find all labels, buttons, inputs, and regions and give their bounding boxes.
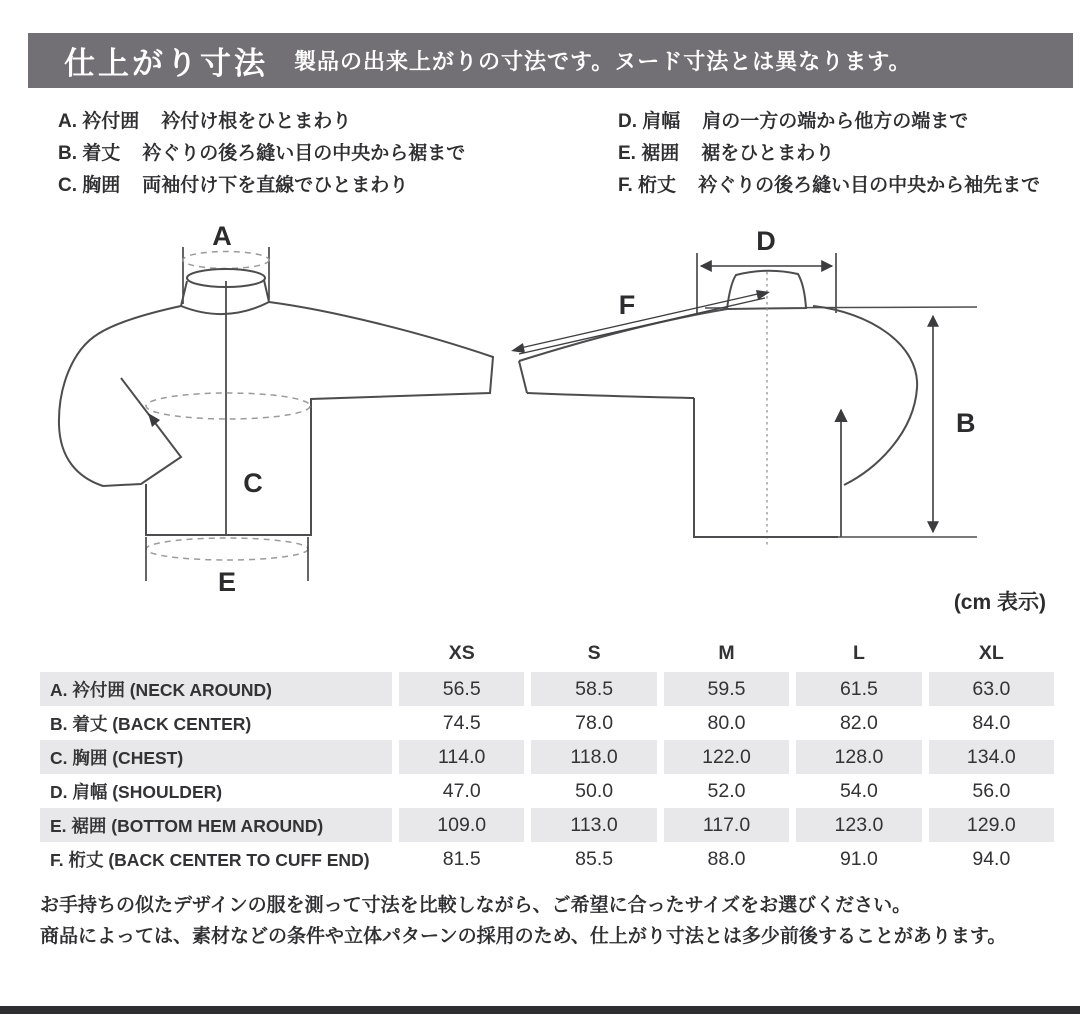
cell-value: 58.5 [531, 672, 656, 706]
row-label: E. 裾囲 (BOTTOM HEM AROUND) [40, 808, 392, 842]
back-garment-outline [511, 253, 977, 548]
cell-value: 63.0 [929, 672, 1054, 706]
table-row [40, 842, 1054, 876]
measurement-legend [58, 103, 1058, 199]
table-row [40, 774, 1054, 808]
cell-value: 113.0 [531, 808, 656, 842]
size-table-header [40, 634, 1054, 672]
cell-value: 74.5 [442, 711, 481, 734]
cell-value: 117.0 [664, 808, 789, 842]
cell-value: 109.0 [399, 808, 524, 842]
column-header: L [852, 641, 865, 664]
column-header: M [718, 641, 735, 664]
cell-value: 128.0 [796, 740, 921, 774]
cell-value: 81.5 [442, 847, 481, 870]
legend-item [618, 103, 1040, 135]
cell-value: 123.0 [796, 808, 921, 842]
unit-note: (cm 表示) [953, 591, 1046, 614]
legend-desc: 肩の一方の端から他方の端まで [702, 110, 969, 132]
cell-value: 134.0 [929, 740, 1054, 774]
column-header: S [587, 641, 601, 664]
front-garment-outline [59, 247, 493, 581]
size-table-body [40, 672, 1054, 876]
label-e-bottom-hem: E [217, 567, 237, 597]
row-label: F. 桁丈 (BACK CENTER TO CUFF END) [50, 849, 370, 870]
legend-item [58, 103, 618, 135]
bottom-border-bar [0, 1006, 1080, 1014]
cell-value: 56.5 [399, 672, 524, 706]
cell-value: 52.0 [707, 779, 746, 802]
column-header: XS [448, 641, 475, 664]
cell-value: 50.0 [575, 779, 614, 802]
cell-value: 80.0 [707, 711, 746, 734]
legend-item [618, 135, 1040, 167]
page-subtitle: 製品の出来上がりの寸法です。ヌード寸法とは異なります。 [294, 49, 912, 74]
table-row [40, 740, 1054, 774]
cell-value: 88.0 [707, 847, 746, 870]
legend-term: F. 桁丈 [618, 174, 677, 196]
cell-value: 59.5 [664, 672, 789, 706]
legend-term: A. 衿付囲 [58, 110, 140, 132]
cell-value: 82.0 [839, 711, 878, 734]
cell-value: 47.0 [442, 779, 481, 802]
page-title: 仕上がり寸法 [64, 46, 268, 81]
garment-diagram [0, 220, 1080, 610]
table-row [40, 808, 1054, 842]
table-row [40, 672, 1054, 706]
legend-desc: 両袖付け下を直線でひとまわり [142, 174, 409, 196]
cell-value: 114.0 [399, 740, 524, 774]
cell-value: 54.0 [839, 779, 878, 802]
legend-desc: 衿ぐりの後ろ縫い目の中央から袖先まで [698, 174, 1041, 196]
legend-term: E. 裾囲 [618, 142, 680, 164]
cell-value: 122.0 [664, 740, 789, 774]
header-bar [28, 33, 1073, 88]
legend-desc: 裾をひとまわり [701, 142, 835, 164]
cell-value: 78.0 [575, 711, 614, 734]
cell-value: 94.0 [972, 847, 1011, 870]
corner-cell [40, 634, 392, 672]
legend-right [618, 103, 1040, 199]
cell-value: 61.5 [796, 672, 921, 706]
column-header: XL [978, 641, 1004, 664]
legend-item [58, 135, 618, 167]
size-table [40, 634, 1054, 876]
legend-left [58, 103, 618, 199]
footer-notes [40, 890, 1050, 952]
label-c-chest: C [243, 468, 263, 498]
legend-term: C. 胸囲 [58, 174, 121, 196]
footer-line: お手持ちの似たデザインの服を測って寸法を比較しながら、ご希望に合ったサイズをお選びください。 [40, 895, 912, 916]
label-f-cuff-length: F [618, 290, 636, 320]
row-label: D. 肩幅 (SHOULDER) [50, 781, 223, 802]
cell-value: 56.0 [972, 779, 1011, 802]
row-label: A. 衿付囲 (NECK AROUND) [40, 672, 392, 706]
label-d-shoulder: D [756, 226, 776, 256]
legend-term: B. 着丈 [58, 142, 121, 164]
row-label: C. 胸囲 (CHEST) [40, 740, 392, 774]
legend-term: D. 肩幅 [618, 110, 681, 132]
label-b-back-center: B [956, 408, 976, 438]
cell-value: 91.0 [839, 847, 878, 870]
table-row [40, 706, 1054, 740]
cell-value: 129.0 [929, 808, 1054, 842]
footer-line: 商品によっては、素材などの条件や立体パターンの採用のため、仕上がり寸法とは多少前後することがあります。 [40, 926, 1007, 947]
label-a-neck-around: A [212, 221, 232, 251]
cell-value: 118.0 [531, 740, 656, 774]
cell-value: 85.5 [575, 847, 614, 870]
legend-item [58, 167, 618, 199]
legend-desc: 衿ぐりの後ろ縫い目の中央から裾まで [142, 142, 466, 164]
row-label: B. 着丈 (BACK CENTER) [50, 713, 252, 734]
legend-desc: 衿付け根をひとまわり [161, 110, 352, 132]
cell-value: 84.0 [972, 711, 1011, 734]
legend-item [618, 167, 1040, 199]
